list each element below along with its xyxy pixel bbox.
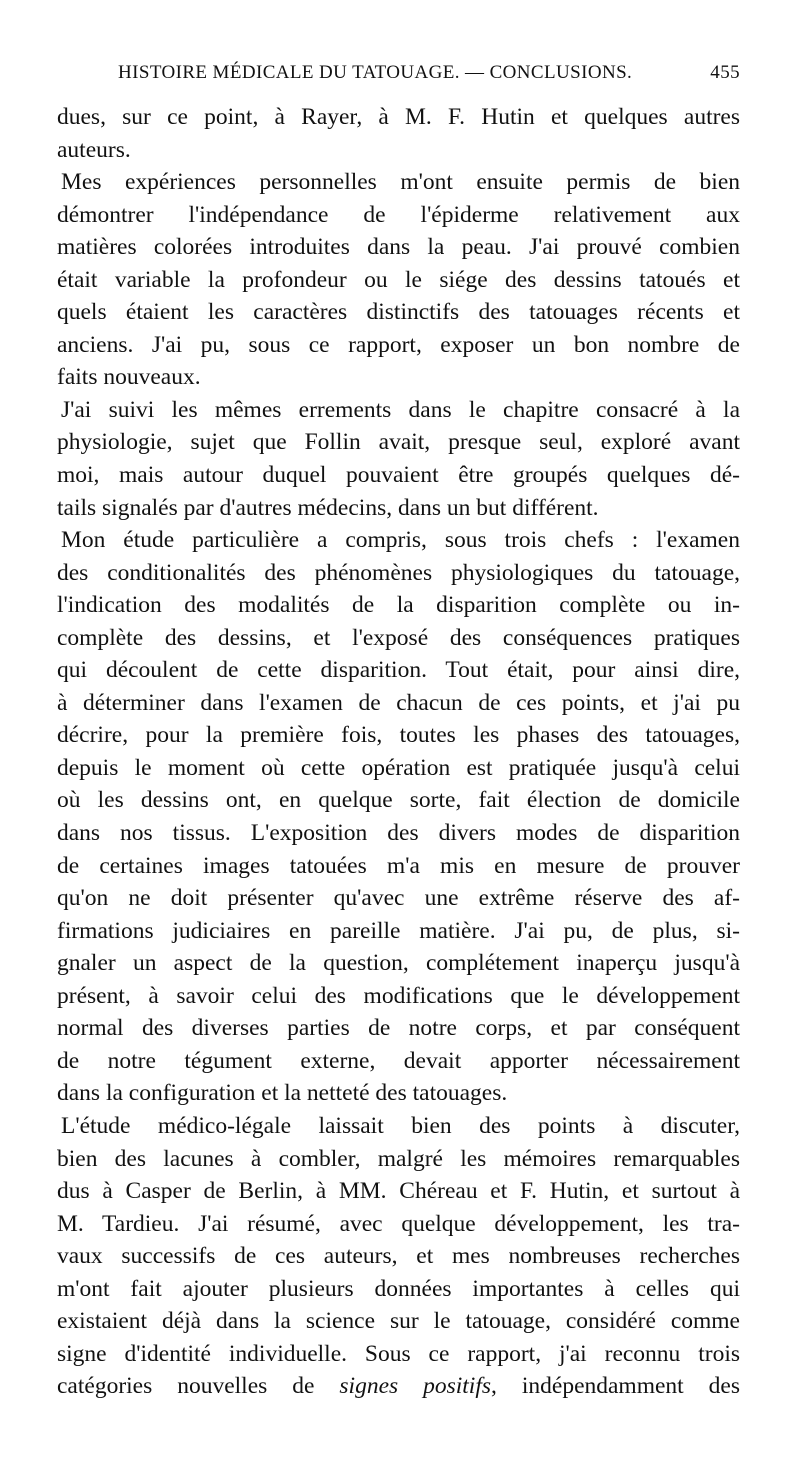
text-line: qu'on ne doit présenter qu'avec une extrême réserve des af-	[57, 885, 740, 912]
text-line-final	[57, 1370, 740, 1403]
text-line: M. Tardieu. J'ai résumé, avec quelque développement, les tra-	[57, 1210, 740, 1237]
final-line-end: , indépendamment des	[491, 1373, 740, 1400]
text-line: présent, à savoir celui des modifications que le développement	[57, 982, 740, 1009]
text-line: normal des diverses parties de notre corps, et par conséquent	[57, 1015, 740, 1042]
text-line: démontrer l'indépendance de l'épiderme relativement aux	[57, 201, 740, 228]
text-line: physiologie, sujet que Follin avait, presque seul, exploré avant	[57, 429, 740, 456]
page-number: 455	[710, 62, 740, 83]
text-line: firmations judiciaires en pareille matière. J'ai pu, de plus, si-	[57, 917, 740, 944]
final-line-start: catégories nouvelles de	[57, 1373, 340, 1400]
text-line: de notre tégument externe, devait apporter nécessairement	[57, 1047, 740, 1074]
text-line: faits nouveaux.	[57, 364, 201, 391]
text-line: dans la configuration et la netteté des tatouages.	[57, 1080, 508, 1107]
text-line: signe d'identité individuelle. Sous ce rapport, j'ai reconnu trois	[57, 1340, 740, 1367]
running-title: HISTOIRE MÉDICALE DU TATOUAGE. — CONCLUSIONS.	[118, 62, 633, 83]
body-text	[57, 101, 740, 1403]
text-line: matières colorées introduites dans la peau. J'ai prouvé combien	[57, 234, 740, 261]
text-line: de certaines images tatouées m'a mis en mesure de prouver	[57, 852, 740, 879]
text-line: depuis le moment où cette opération est pratiquée jusqu'à celui	[57, 754, 740, 781]
text-line: existaient déjà dans la science sur le tatouage, considéré comme	[57, 1308, 740, 1335]
paragraph-first-line: Mon étude particulière a compris, sous trois chefs : l'examen	[61, 527, 740, 554]
text-line: des conditionalités des phénomènes physiologiques du tatouage,	[57, 559, 740, 586]
text-line: bien des lacunes à combler, malgré les mémoires remarquables	[57, 1145, 740, 1172]
text-line: tails signalés par d'autres médecins, dans un but différent.	[57, 494, 599, 521]
text-line: m'ont fait ajouter plusieurs données importantes à celles qui	[57, 1275, 740, 1302]
text-line: était variable la profondeur ou le siége des dessins tatoués et	[57, 266, 740, 293]
text-line: complète des dessins, et l'exposé des conséquences pratiques	[57, 624, 740, 651]
italic-term: signes positifs	[339, 1373, 492, 1400]
text-line: dans nos tissus. L'exposition des divers modes de disparition	[57, 820, 740, 847]
text-line: qui découlent de cette disparition. Tout était, pour ainsi dire,	[57, 657, 740, 684]
text-line: anciens. J'ai pu, sous ce rapport, exposer un bon nombre de	[57, 331, 740, 358]
text-line: moi, mais autour duquel pouvaient être groupés quelques dé-	[57, 462, 740, 489]
running-header	[118, 62, 740, 90]
text-line: l'indication des modalités de la disparition complète ou in-	[57, 592, 740, 619]
text-line: où les dessins ont, en quelque sorte, fait élection de domicile	[57, 787, 740, 814]
text-line: dus à Casper de Berlin, à MM. Chéreau et F. Hutin, et surtout à	[57, 1178, 740, 1205]
text-line: auteurs.	[57, 136, 131, 163]
paragraph-first-line: L'étude médico-légale laissait bien des points à discuter,	[61, 1112, 740, 1139]
paragraph-first-line: J'ai suivi les mêmes errements dans le chapitre consacré à la	[61, 396, 740, 423]
text-line: à déterminer dans l'examen de chacun de ces points, et j'ai pu	[57, 689, 740, 716]
paragraph-first-line: Mes expériences personnelles m'ont ensuite permis de bien	[61, 169, 740, 196]
text-line: vaux successifs de ces auteurs, et mes nombreuses recherches	[57, 1243, 740, 1270]
text-line: décrire, pour la première fois, toutes les phases des tatouages,	[57, 722, 740, 749]
text-line: quels étaient les caractères distinctifs des tatouages récents et	[57, 299, 740, 326]
text-line: gnaler un aspect de la question, complétement inaperçu jusqu'à	[57, 950, 740, 977]
text-line: dues, sur ce point, à Rayer, à M. F. Hutin et quelques autres	[57, 104, 740, 130]
